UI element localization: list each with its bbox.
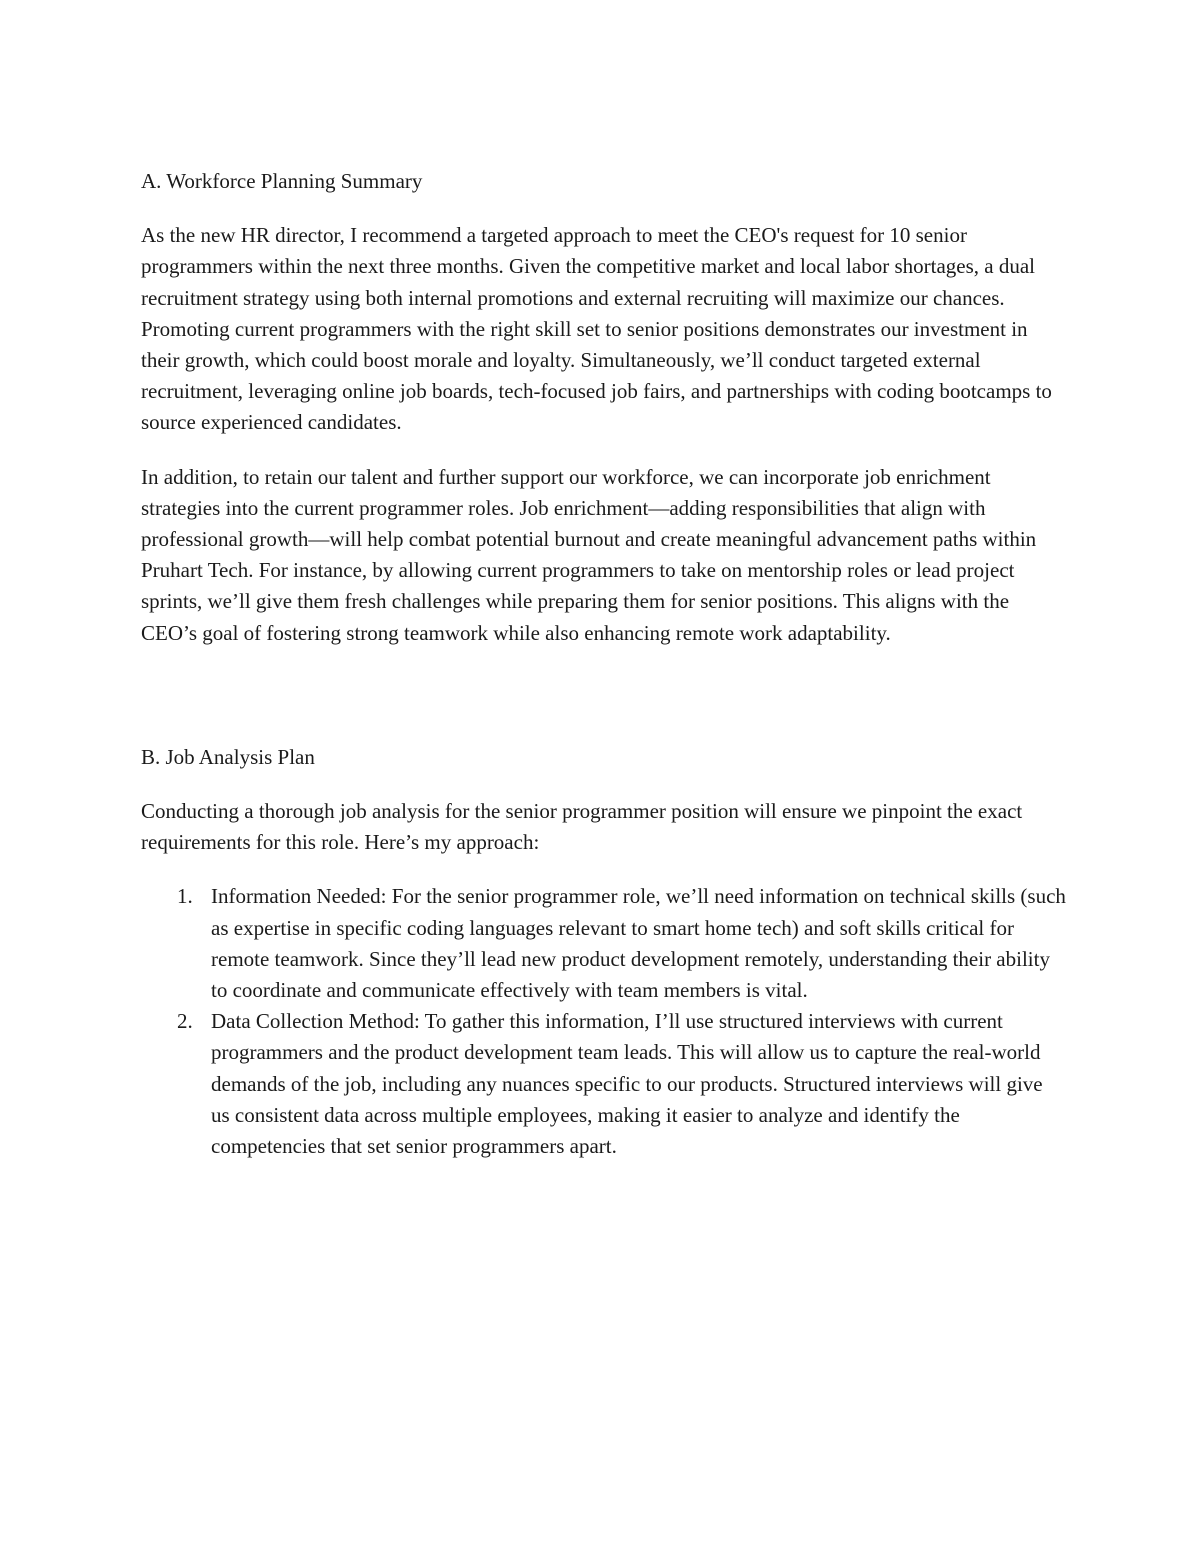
section-spacer xyxy=(141,672,1066,742)
section-b-intro: Conducting a thorough job analysis for the senior programmer position will ensure we pinpoint the exact requirements for this role. Here’s my approach: xyxy=(141,799,1023,855)
list-item xyxy=(141,1006,1066,1162)
list-item xyxy=(141,881,1066,1006)
list-item-text: Information Needed: For the senior programmer role, we’ll need information on technical skills (such as expertise in specific coding languages relevant to smart home tech) and soft skills critical for remote teamwork. Since they’ll lead new product development remotely, understanding their ability to coordinate and communicate effectively with team members is vital. xyxy=(211,884,1066,1003)
job-analysis-list xyxy=(141,881,1066,1162)
section-workforce-planning xyxy=(141,166,1066,649)
section-b-heading: B. Job Analysis Plan xyxy=(141,744,315,769)
list-item-number: 2. xyxy=(177,1009,193,1034)
section-a-paragraph-2: In addition, to retain our talent and further support our workforce, we can incorporate job enrichment strategies into the current programmer roles. Job enrichment—adding responsibilities that align with professional growth—will help combat potential burnout and create meaningful advancement paths within Pruhart Tech. For instance, by allowing current programmers to take on mentorship roles or lead project sprints, we’ll give them fresh challenges while preparing them for senior positions. This aligns with the CEO’s goal of fostering strong teamwork while also enhancing remote work adaptability. xyxy=(141,464,1037,645)
list-item-number: 1. xyxy=(177,884,193,909)
section-a-paragraph-1: As the new HR director, I recommend a targeted approach to meet the CEO's request for 10 senior programmers within the next three months. Given the competitive market and local labor shortages, a dual recruitment strategy using both internal promotions and external recruiting will maximize our chances. Promoting current programmers with the right skill set to senior positions demonstrates our investment in their growth, which could boost morale and loyalty. Simultaneously, we’ll conduct targeted external recruitment, leveraging online job boards, tech-focused job fairs, and partnerships with coding bootcamps to source experienced candidates. xyxy=(141,223,1052,435)
section-job-analysis xyxy=(141,742,1066,1162)
list-item-text: Data Collection Method: To gather this information, I’ll use structured interviews with current programmers and the product development team leads. This will allow us to capture the real-world demands of the job, including any nuances specific to our products. Structured interviews will give us consistent data across multiple employees, making it easier to analyze and identify the competencies that set senior programmers apart. xyxy=(211,1009,1043,1159)
document-page xyxy=(141,166,1066,1162)
section-a-heading: A. Workforce Planning Summary xyxy=(141,169,423,193)
